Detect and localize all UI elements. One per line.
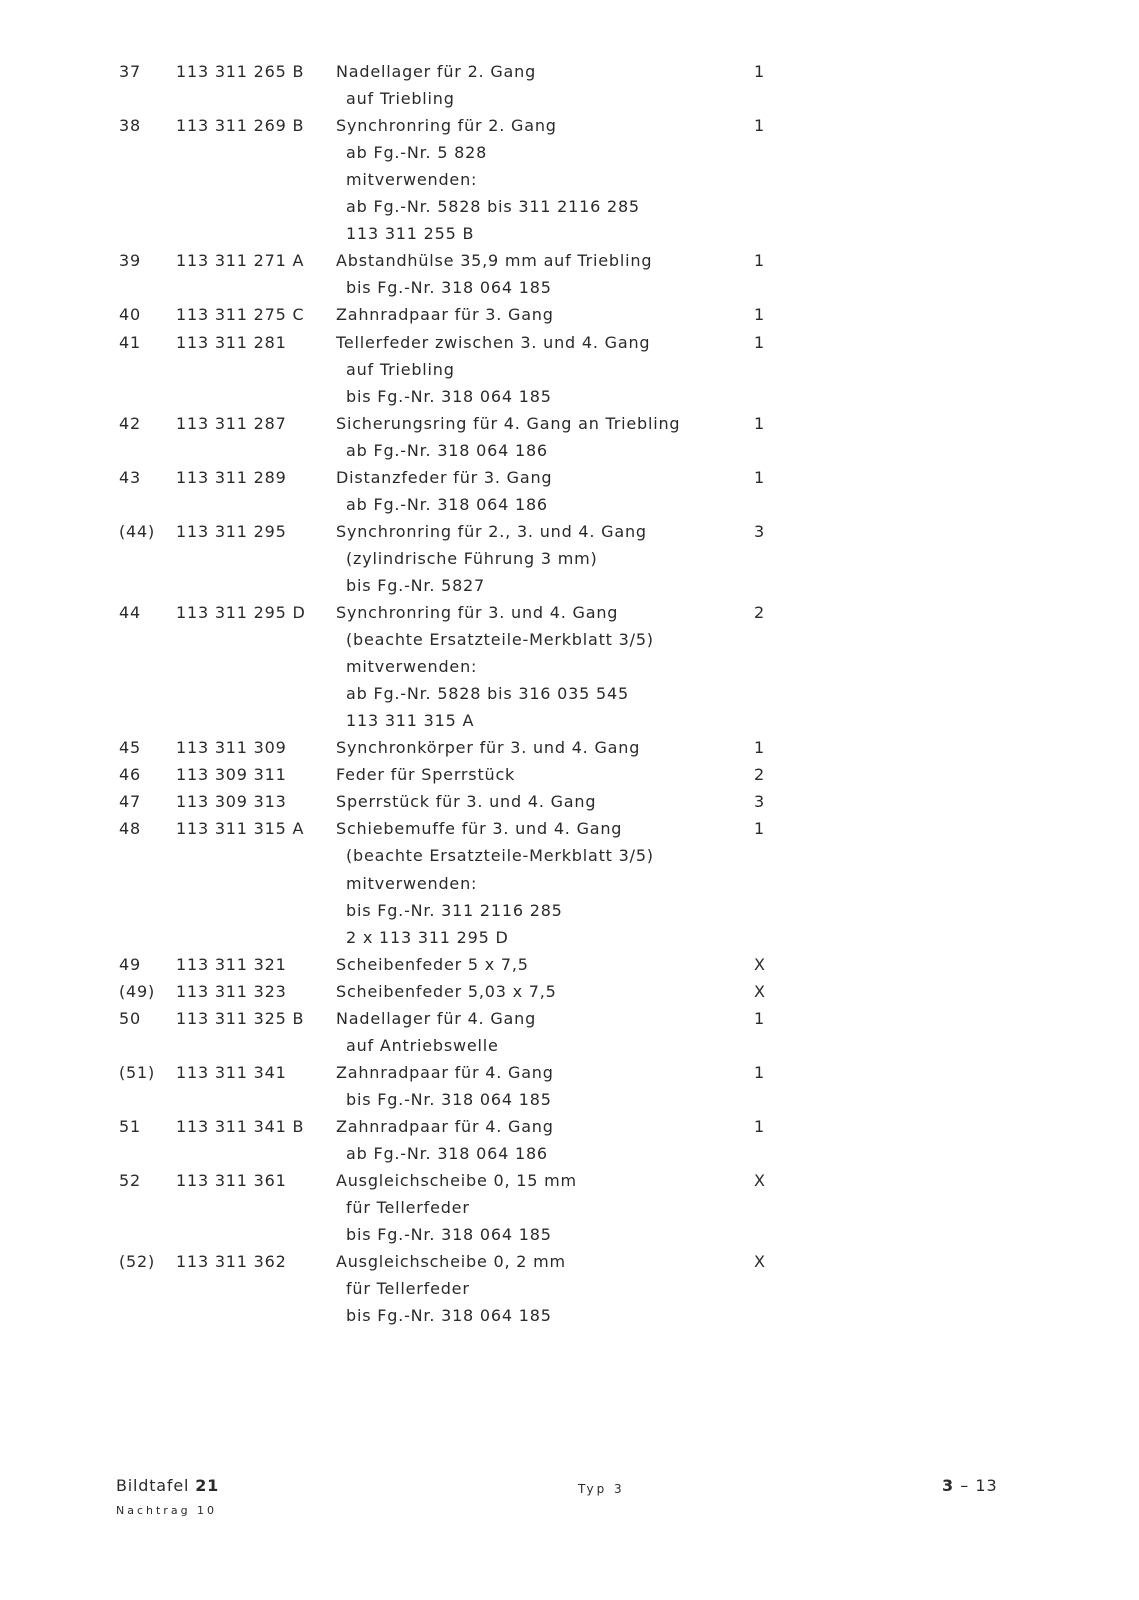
part-quantity: 1 <box>754 1063 765 1082</box>
part-position: (52) <box>119 1252 156 1271</box>
part-description: Schiebemuffe für 3. und 4. Gang <box>336 819 623 838</box>
plate-number: 21 <box>195 1476 220 1495</box>
part-position: 47 <box>119 792 141 811</box>
part-description-note: für Tellerfeder <box>346 1198 470 1217</box>
part-quantity: X <box>754 955 766 974</box>
part-description-note: 113 311 315 A <box>346 711 475 730</box>
part-position: 42 <box>119 414 141 433</box>
part-position: (44) <box>119 522 156 541</box>
part-number: 113 311 265 B <box>176 62 305 81</box>
part-position: 45 <box>119 738 141 757</box>
supplement-label: Nachtrag 10 <box>116 1504 218 1517</box>
part-description: Nadellager für 2. Gang <box>336 62 537 81</box>
part-description-note: auf Antriebswelle <box>346 1036 499 1055</box>
part-number: 113 311 309 <box>176 738 287 757</box>
part-description-note: ab Fg.-Nr. 318 064 186 <box>346 495 548 514</box>
part-position: 38 <box>119 116 141 135</box>
part-number: 113 311 295 D <box>176 603 306 622</box>
part-quantity: 1 <box>754 1117 765 1136</box>
part-number: 113 311 361 <box>176 1171 287 1190</box>
part-position: 44 <box>119 603 141 622</box>
part-description: Synchronkörper für 3. und 4. Gang <box>336 738 641 757</box>
part-quantity: 1 <box>754 819 765 838</box>
part-description-note: ab Fg.-Nr. 318 064 186 <box>346 1144 548 1163</box>
part-description-note: auf Triebling <box>346 89 455 108</box>
part-description-note: bis Fg.-Nr. 318 064 185 <box>346 278 552 297</box>
part-description: Ausgleichscheibe 0, 2 mm <box>336 1252 566 1271</box>
part-quantity: 2 <box>754 765 765 784</box>
part-description-note: für Tellerfeder <box>346 1279 470 1298</box>
part-quantity: 1 <box>754 251 765 270</box>
part-position: 48 <box>119 819 141 838</box>
part-quantity: 1 <box>754 1009 765 1028</box>
part-position: 39 <box>119 251 141 270</box>
part-quantity: 3 <box>754 522 765 541</box>
part-description-note: ab Fg.-Nr. 5 828 <box>346 143 488 162</box>
part-number: 113 311 269 B <box>176 116 305 135</box>
part-description-note: auf Triebling <box>346 360 455 379</box>
part-description-note: mitverwenden: <box>346 657 478 676</box>
part-quantity: X <box>754 982 766 1001</box>
part-description-note: bis Fg.-Nr. 318 064 185 <box>346 1090 552 1109</box>
part-position: 51 <box>119 1117 141 1136</box>
part-description: Distanzfeder für 3. Gang <box>336 468 553 487</box>
part-position: 37 <box>119 62 141 81</box>
part-description-note: mitverwenden: <box>346 874 478 893</box>
part-description-note: bis Fg.-Nr. 318 064 185 <box>346 387 552 406</box>
part-description: Tellerfeder zwischen 3. und 4. Gang <box>336 333 651 352</box>
page-section: 3 <box>942 1476 955 1495</box>
part-position: 49 <box>119 955 141 974</box>
part-description-note: (beachte Ersatzteile-Merkblatt 3/5) <box>346 630 654 649</box>
part-number: 113 311 323 <box>176 982 287 1001</box>
part-description-note: ab Fg.-Nr. 5828 bis 311 2116 285 <box>346 197 640 216</box>
part-number: 113 311 341 <box>176 1063 287 1082</box>
part-quantity: 1 <box>754 62 765 81</box>
part-quantity: X <box>754 1252 766 1271</box>
part-description-note: bis Fg.-Nr. 311 2116 285 <box>346 901 563 920</box>
part-number: 113 311 287 <box>176 414 287 433</box>
part-description: Zahnradpaar für 4. Gang <box>336 1063 554 1082</box>
part-number: 113 309 311 <box>176 765 287 784</box>
part-quantity: 3 <box>754 792 765 811</box>
part-number: 113 311 315 A <box>176 819 305 838</box>
part-description-note: ab Fg.-Nr. 5828 bis 316 035 545 <box>346 684 629 703</box>
part-description: Zahnradpaar für 4. Gang <box>336 1117 554 1136</box>
part-description-note: bis Fg.-Nr. 318 064 185 <box>346 1225 552 1244</box>
part-description-note: 113 311 255 B <box>346 224 475 243</box>
plate-reference <box>116 1476 219 1495</box>
page-number <box>942 1476 998 1495</box>
part-number: 113 311 321 <box>176 955 287 974</box>
part-quantity: 2 <box>754 603 765 622</box>
part-number: 113 311 341 B <box>176 1117 305 1136</box>
part-quantity: 1 <box>754 414 765 433</box>
part-quantity: 1 <box>754 116 765 135</box>
part-quantity: X <box>754 1171 766 1190</box>
part-number: 113 311 295 <box>176 522 287 541</box>
part-description: Ausgleichscheibe 0, 15 mm <box>336 1171 577 1190</box>
part-position: (49) <box>119 982 156 1001</box>
part-description: Feder für Sperrstück <box>336 765 516 784</box>
part-description: Scheibenfeder 5,03 x 7,5 <box>336 982 557 1001</box>
part-number: 113 309 313 <box>176 792 287 811</box>
part-position: 41 <box>119 333 141 352</box>
part-description-note: bis Fg.-Nr. 318 064 185 <box>346 1306 552 1325</box>
part-description-note: (zylindrische Führung 3 mm) <box>346 549 598 568</box>
part-number: 113 311 281 <box>176 333 287 352</box>
part-description-note: mitverwenden: <box>346 170 478 189</box>
part-description: Synchronring für 2., 3. und 4. Gang <box>336 522 647 541</box>
part-description: Scheibenfeder 5 x 7,5 <box>336 955 529 974</box>
part-position: 50 <box>119 1009 141 1028</box>
part-number: 113 311 271 A <box>176 251 305 270</box>
part-quantity: 1 <box>754 738 765 757</box>
type-label: Typ 3 <box>578 1482 625 1496</box>
part-description-note: ab Fg.-Nr. 318 064 186 <box>346 441 548 460</box>
part-quantity: 1 <box>754 305 765 324</box>
part-description-note: bis Fg.-Nr. 5827 <box>346 576 486 595</box>
part-description: Sicherungsring für 4. Gang an Triebling <box>336 414 681 433</box>
part-description-note: 2 x 113 311 295 D <box>346 928 509 947</box>
part-position: 46 <box>119 765 141 784</box>
part-description: Sperrstück für 3. und 4. Gang <box>336 792 597 811</box>
part-position: 52 <box>119 1171 141 1190</box>
part-number: 113 311 325 B <box>176 1009 305 1028</box>
part-position: 40 <box>119 305 141 324</box>
part-quantity: 1 <box>754 333 765 352</box>
part-description-note: (beachte Ersatzteile-Merkblatt 3/5) <box>346 846 654 865</box>
part-description: Synchronring für 2. Gang <box>336 116 557 135</box>
page-rest: – 13 <box>954 1476 998 1495</box>
part-description: Abstandhülse 35,9 mm auf Triebling <box>336 251 653 270</box>
part-number: 113 311 275 C <box>176 305 305 324</box>
part-position: (51) <box>119 1063 156 1082</box>
part-number: 113 311 289 <box>176 468 287 487</box>
part-description: Zahnradpaar für 3. Gang <box>336 305 554 324</box>
part-description: Synchronring für 3. und 4. Gang <box>336 603 619 622</box>
part-position: 43 <box>119 468 141 487</box>
plate-label: Bildtafel <box>116 1476 190 1495</box>
part-description: Nadellager für 4. Gang <box>336 1009 537 1028</box>
part-number: 113 311 362 <box>176 1252 287 1271</box>
part-quantity: 1 <box>754 468 765 487</box>
